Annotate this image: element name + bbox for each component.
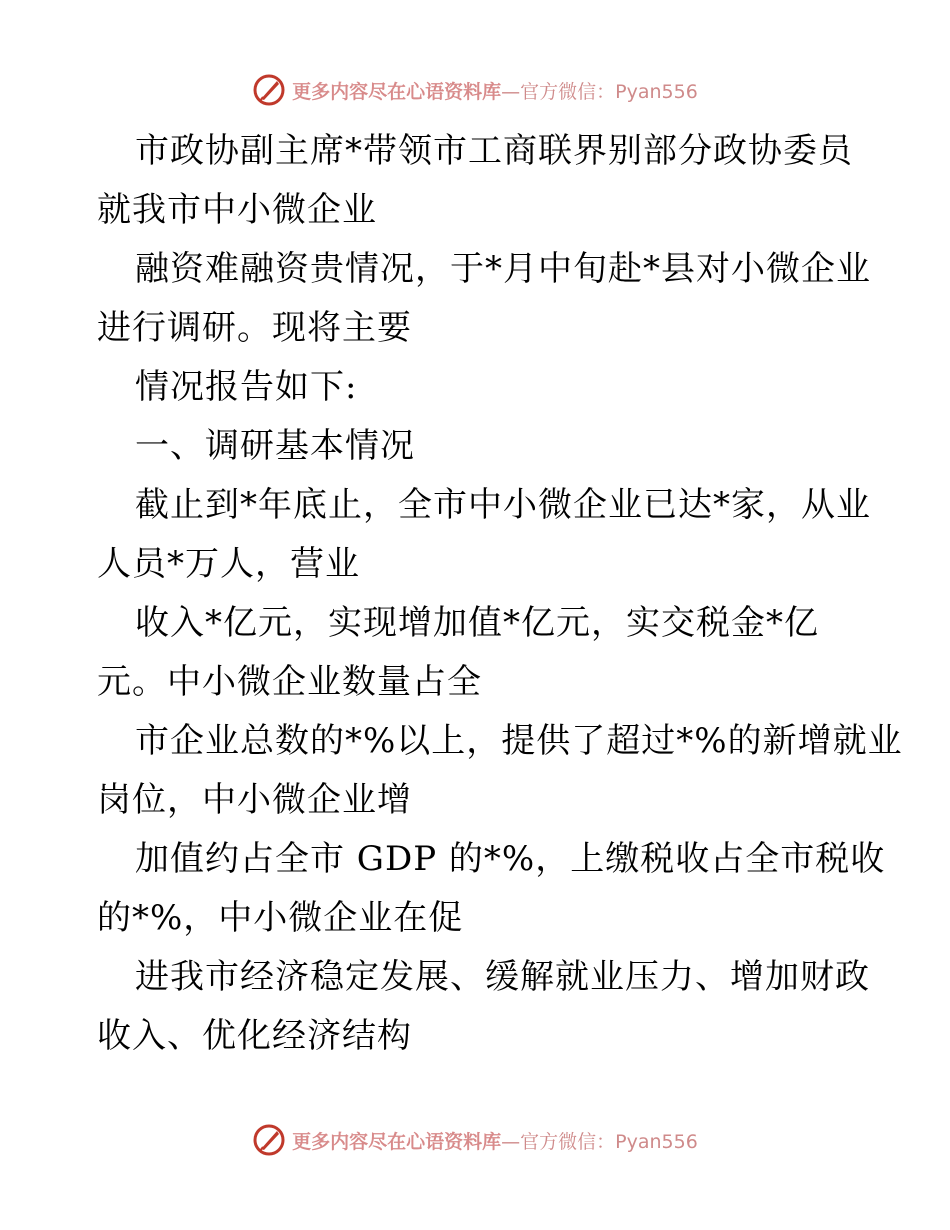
paragraph-line: 元。中小微企业数量占全 bbox=[97, 662, 482, 702]
quill-logo-icon bbox=[252, 73, 286, 107]
paragraph-line: 进我市经济稳定发展、缓解就业压力、增加财政 bbox=[135, 957, 870, 997]
header-banner-wechat: —官方微信：Pyan556 bbox=[501, 80, 698, 103]
paragraph-line: 收入、优化经济结构 bbox=[97, 1016, 412, 1056]
paragraph-3 bbox=[97, 358, 867, 417]
paragraph-line: 市企业总数的*%以上，提供了超过*%的新增就业 bbox=[135, 721, 903, 761]
paragraph-line: 市政协副主席*带领市工商联界别部分政协委员 bbox=[135, 131, 853, 171]
quill-logo-icon bbox=[252, 1123, 286, 1157]
paragraph-1 bbox=[97, 122, 867, 240]
footer-banner-title: 更多内容尽在心语资料库 bbox=[292, 1130, 502, 1153]
paragraph-7 bbox=[97, 712, 903, 830]
paragraph-line: 进行调研。现将主要 bbox=[97, 308, 412, 348]
header-banner-title: 更多内容尽在心语资料库 bbox=[292, 80, 502, 103]
paragraph-line: 岗位，中小微企业增 bbox=[97, 780, 412, 820]
paragraph-6 bbox=[97, 594, 867, 712]
paragraph-line: 融资难融资贵情况，于*月中旬赴*县对小微企业 bbox=[135, 249, 871, 289]
header-banner bbox=[0, 70, 950, 110]
footer-banner bbox=[0, 1120, 950, 1160]
section-heading-text: 一、调研基本情况 bbox=[135, 426, 415, 466]
paragraph-line: 加值约占全市 GDP 的*%，上缴税收占全市税收 bbox=[135, 839, 886, 879]
paragraph-9 bbox=[97, 948, 870, 1066]
paragraph-line: 就我市中小微企业 bbox=[97, 190, 377, 230]
paragraph-line: 的*%，中小微企业在促 bbox=[97, 898, 464, 938]
paragraph-line: 情况报告如下: bbox=[135, 367, 358, 407]
paragraph-2 bbox=[97, 240, 871, 358]
paragraph-5 bbox=[97, 476, 871, 594]
footer-banner-text bbox=[292, 1127, 698, 1154]
paragraph-line: 人员*万人，营业 bbox=[97, 544, 360, 584]
section-heading bbox=[97, 417, 867, 476]
paragraph-8 bbox=[97, 830, 886, 948]
paragraph-line: 收入*亿元，实现增加值*亿元，实交税金*亿 bbox=[135, 603, 819, 643]
document-body bbox=[97, 122, 903, 1066]
header-banner-text bbox=[292, 77, 698, 104]
paragraph-line: 截止到*年底止，全市中小微企业已达*家，从业 bbox=[135, 485, 871, 525]
footer-banner-wechat: —官方微信：Pyan556 bbox=[501, 1130, 698, 1153]
